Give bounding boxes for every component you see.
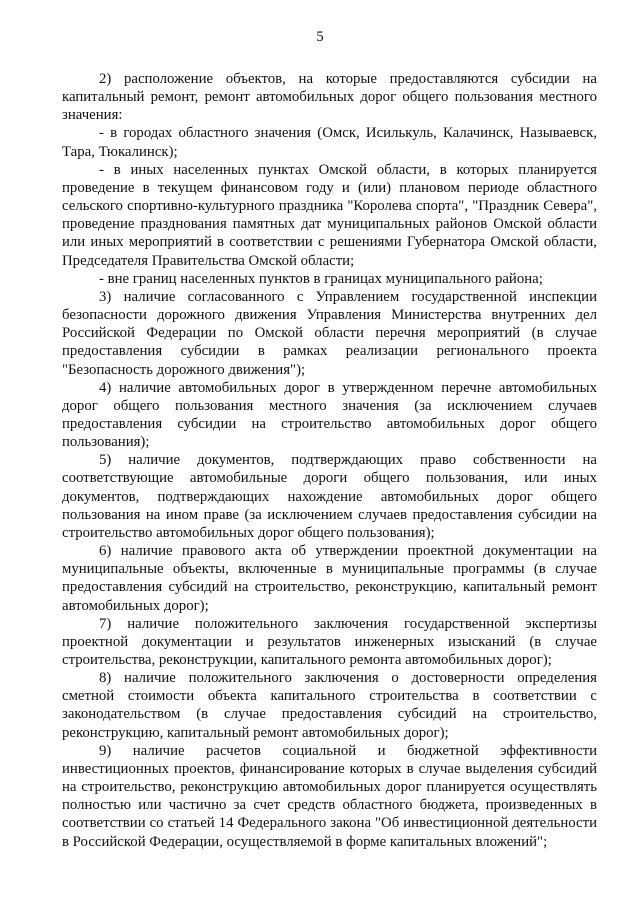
paragraph-8-cost-estimate: 8) наличие положительного заключения о достоверности определения сметной стоимости объекта капитального строительства в соответствии с законодательством (в случае предоставления субсидий на строительство, реконструкцию, капитальный ремонт автомобильных дорог); — [62, 670, 597, 741]
paragraph-6-design-approval: 6) наличие правового акта об утверждении проектной документации на муниципальные объекты, включенные в муниципальные программы (в случае предоставления субсидий на строительство, реконструкцию, капитальный ремонт автомобильных дорог); — [62, 543, 597, 614]
paragraph-outside-settlements: - вне границ населенных пунктов в границах муниципального района; — [99, 270, 543, 287]
paragraph-cities: - в городах областного значения (Омск, Исилькуль, Калачинск, Называевск, Тара, Тюкалинск); — [62, 125, 597, 160]
document-body — [62, 70, 597, 851]
paragraph-5-ownership-documents: 5) наличие документов, подтверждающих право собственности на соответствующие автомобильные дороги общего пользования, или иных документов, подтверждающих нахождение автомобильных дорог общего пользования на ином праве (за исключением случаев предоставления субсидии на строительство автомобильных дорог общего пользования); — [62, 452, 597, 541]
paragraph-2-object-location: 2) расположение объектов, на которые предоставляются субсидии на капитальный ремонт, ремонт автомобильных дорог общего пользования местного значения: — [62, 71, 597, 124]
paragraph-9-efficiency-calculations: 9) наличие расчетов социальной и бюджетной эффективности инвестиционных проектов, финансирование которых в случае выделения субсидий на строительство, реконструкцию автомобильных дорог планируется осуществлять полностью или частично за счет средств областного бюджета, произведенных в соответствии со статьей 14 Федерального закона "Об инвестиционной деятельности в Российской Федерации, осуществляемой в форме капитальных вложений"; — [62, 742, 597, 850]
paragraph-7-state-expertise: 7) наличие положительного заключения государственной экспертизы проектной документации и результатов инженерных изысканий (в случае строительства, реконструкции, капитального ремонта автомобильных дорог); — [62, 615, 597, 668]
paragraph-3-traffic-safety: 3) наличие согласованного с Управлением государственной инспекции безопасности дорожного движения Управления Министерства внутренних дел Российской Федерации по Омской области перечня мероприятий (в случае предоставления субсидии в рамках реализации регионального проекта "Безопасность дорожного движения"); — [62, 288, 597, 378]
paragraph-4-road-list: 4) наличие автомобильных дорог в утвержденном перечне автомобильных дорог общего пользования местного значения (за исключением случаев предоставления субсидии на строительство автомобильных дорог общего пользования); — [62, 379, 597, 451]
page-number: 5 — [316, 29, 324, 45]
paragraph-other-settlements: - в иных населенных пунктах Омской области, в которых планируется проведение в текущем финансовом году и (или) плановом периоде областного сельского спортивно-культурного праздника "Королева спорта", "Праздник Севера", проведение празднования памятных дат муниципальных районов Омской области или иных мероприятий в соответствии с решениями Губернатора Омской области, Председателя Правительства Омской области; — [62, 161, 597, 269]
